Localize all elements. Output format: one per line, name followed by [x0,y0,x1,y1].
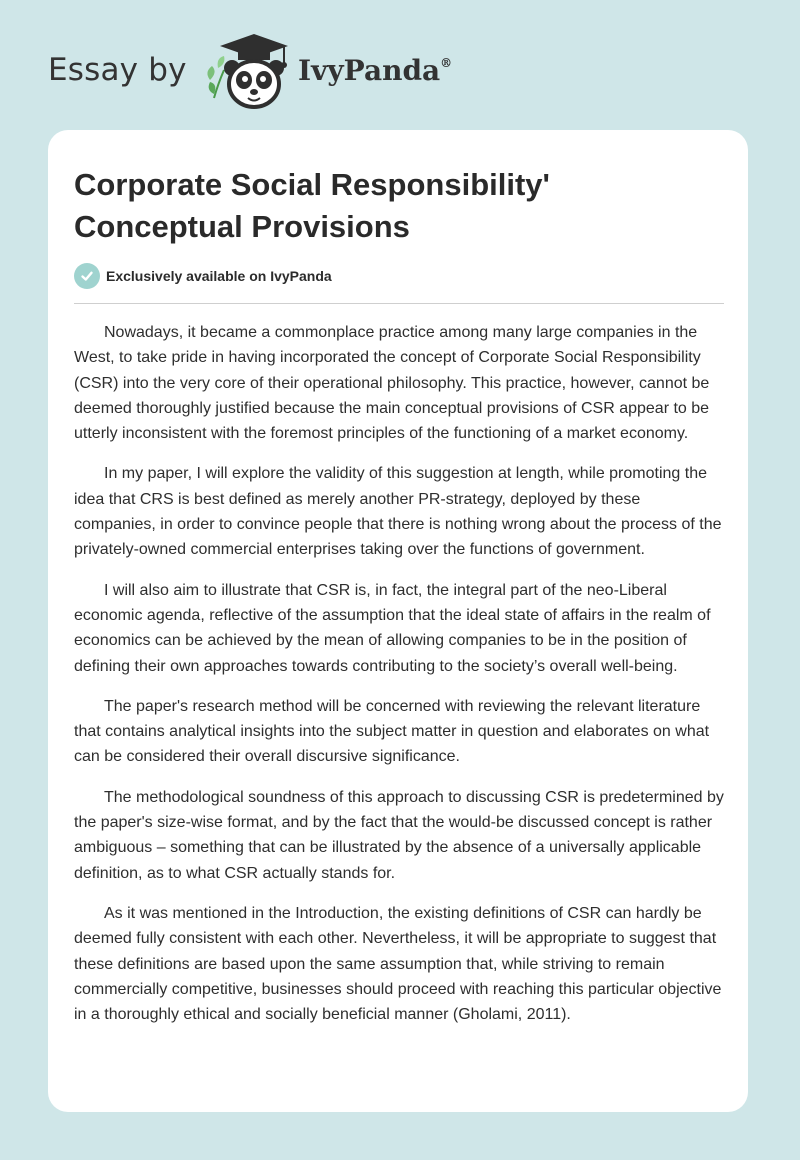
essay-paragraph: In my paper, I will explore the validity of this suggestion at length, while promoting the idea that CRS is best defined as merely another PR-strategy, deployed by these companies, in order to convince people that there is nothing wrong about the process of the privately-owned commercial enterprises taking over the functions of government. [74,465,722,559]
essay-card [48,130,748,1112]
essay-paragraph: Nowadays, it became a commonplace practice among many large companies in the West, to take pride in having incorporated the concept of Corporate Social Responsibility (CSR) into the very core of their operational philosophy. This practice, however, cannot be deemed thoroughly justified because the main conceptual provisions of CSR appear to be utterly inconsistent with the foremost principles of the functioning of a market economy. [74,324,710,443]
essay-title: Corporate Social Responsibility' Conceptual Provisions [74,167,550,244]
essay-paragraph: I will also aim to illustrate that CSR is, in fact, the integral part of the neo-Liberal economic agenda, reflective of the assumption that the ideal state of affairs in the realm of economics can be achieved by the mean of allowing companies to be in the position of defining their own approaches towards contributing to the society’s overall well-being. [74,581,711,675]
panda-graduate-icon[interactable] [200,32,296,112]
essay-paragraph: As it was mentioned in the Introduction, the existing definitions of CSR can hardly be deemed fully consistent with each other. Nevertheless, it will be appropriate to suggest that these definitions are based upon the same assumption that, while striving to remain commercially competitive, businesses should proceed with reaching this particular objective in a thoroughly ethical and socially beneficial manner (Gholami, 2011). [74,904,722,1024]
title-divider [74,303,724,304]
essay-paragraph: The paper's research method will be concerned with reviewing the relevant literature that contains analytical insights into the subject matter in question and elaborates on what can be considered their overall discursive significance. [74,697,710,766]
brand-prefix: Essay by [48,52,187,88]
brand-name[interactable] [298,54,452,87]
exclusive-badge [74,263,332,289]
registered-mark: ® [440,56,453,70]
exclusive-badge-label: Exclusively available on IvyPanda [106,268,332,284]
brand-name-text: IvyPanda [298,54,441,87]
check-circle-icon [74,263,100,289]
essay-body [74,320,726,1042]
brand-header [48,32,508,112]
panda-logo-graphic [200,32,296,112]
essay-paragraph: The methodological soundness of this approach to discussing CSR is predetermined by the paper's size-wise format, and by the fact that the would-be discussed concept is rather ambiguous – something that can be illustrated by the absence of a universally applicable definition, as to what CSR actually stands for. [74,788,724,882]
